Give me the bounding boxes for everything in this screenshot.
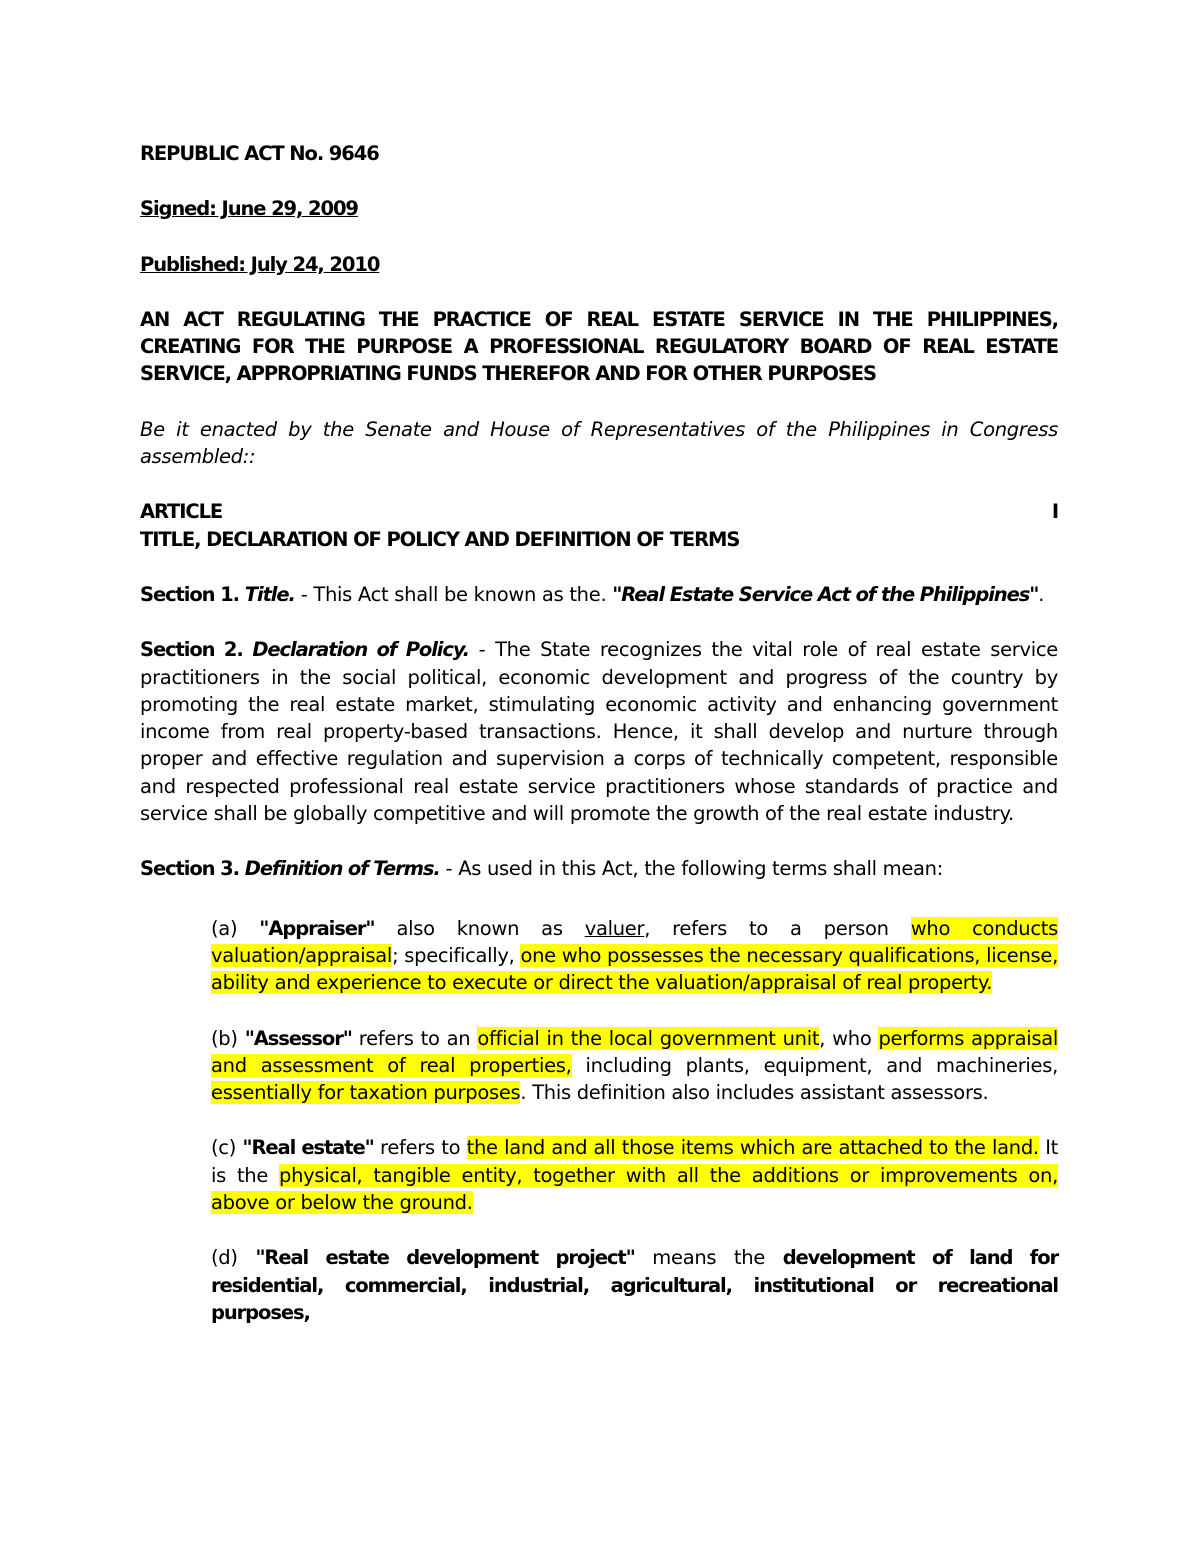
definition-a-text-3: ; specifically, [392,943,521,967]
definition-c [211,1134,1058,1216]
definition-b-term: "Assessor" [244,1026,352,1050]
definition-b-text-3: including plants, equipment, and machineries, [571,1053,1058,1077]
document-page [140,140,1058,1326]
definition-a-highlight-1: who conducts valuation/appraisal [211,916,1058,967]
definition-a-alt-term: valuer [584,916,645,940]
definition-b-highlight-3: essentially for taxation purposes [211,1081,521,1105]
definition-d [211,1244,1058,1326]
signed-date: Signed: June 29, 2009 [140,197,358,221]
article-heading [140,498,1058,553]
definition-b-text-1: refers to an [351,1026,478,1050]
definition-c-text-1: refers to [373,1136,467,1160]
definition-a-term: "Appraiser" [259,916,375,940]
section-2-heading: Declaration of Policy. [252,638,469,662]
section-1-text: - This Act shall be known as the. [294,582,613,606]
act-title: AN ACT REGULATING THE PRACTICE OF REAL ESTATE SERVICE IN THE PHILIPPINES, CREATING FOR THE PURPOSE A PROFESSIONAL REGULATORY BOARD OF REAL ESTATE SERVICE, APPROPRIATING FUNDS THEREFOR AND FOR OTHER PURPOSES [140,307,1058,386]
definition-a-text-2: , refers to a person [644,916,911,940]
definition-b [211,1025,1058,1107]
section-1 [140,581,1058,608]
definition-d-term: "Real estate development project" [255,1246,635,1270]
section-3-label: Section 3. [140,857,239,881]
definition-d-text-1: means the [634,1246,783,1270]
act-number: REPUBLIC ACT No. 9646 [140,142,379,165]
article-title: TITLE, DECLARATION OF POLICY AND DEFINITION OF TERMS [140,527,740,551]
definition-a-highlight-2: one who possesses the necessary qualifications, license, ability and experience to execute or direct the valuation/appraisal of real property. [211,943,1058,995]
article-number: I [1051,500,1058,524]
section-1-end: . [1038,582,1045,606]
section-3-text: - As used in this Act, the following terms shall mean: [439,857,944,881]
definition-b-prefix: (b) [211,1026,245,1050]
article-label: ARTICLE [140,500,223,524]
definition-b-text-2: , who [819,1026,879,1050]
enacting-clause: Be it enacted by the Senate and House of Representatives of the Philippines in Congress assembled:: [140,417,1058,469]
published-date: Published: July 24, 2010 [140,252,380,276]
definition-c-text-2: It is the [211,1136,1058,1187]
definition-a-text-1: also known as [374,916,585,940]
definition-c-term: "Real estate" [242,1136,374,1160]
section-2-text: - The State recognizes the vital role of real estate service practitioners in the social political, economic development and progress of the country by promoting the real estate market, stimulating economic activity and enhancing government income from real property-based transactions. Hence, it shall develop and nurture through proper and effective regulation and supervision a corps of technically competent, responsible and respected professional real estate service practitioners whose standards of practice and service shall be globally competitive and will promote the growth of the real estate industry. [140,638,1058,826]
section-2 [140,636,1058,827]
definition-c-highlight-1: the land and all those items which are attached to the land. [466,1136,1039,1160]
definition-c-prefix: (c) [211,1136,243,1160]
section-3-heading: Definition of Terms. [244,857,440,881]
definition-c-highlight-2: physical, tangible entity, together with all the additions or improvements on, above or below the ground. [211,1163,1058,1215]
section-2-label: Section 2. [140,638,243,662]
definition-d-bold-1: development of land for residential, commercial, industrial, agricultural, institutional or recreational purposes, [211,1246,1059,1324]
section-1-act-name: "Real Estate Service Act of the Philippines" [612,582,1039,606]
definition-b-highlight-1: official in the local government unit [477,1026,820,1050]
definition-b-text-4: . This definition also includes assistant assessors. [520,1081,989,1105]
definition-b-highlight-2: performs appraisal and assessment of real properties, [211,1026,1058,1077]
section-1-label: Section 1. [140,582,239,606]
section-1-heading: Title. [244,582,295,606]
definition-a [211,915,1058,997]
definition-a-prefix: (a) [211,916,260,940]
definition-d-prefix: (d) [211,1246,256,1270]
section-3 [140,855,1058,882]
